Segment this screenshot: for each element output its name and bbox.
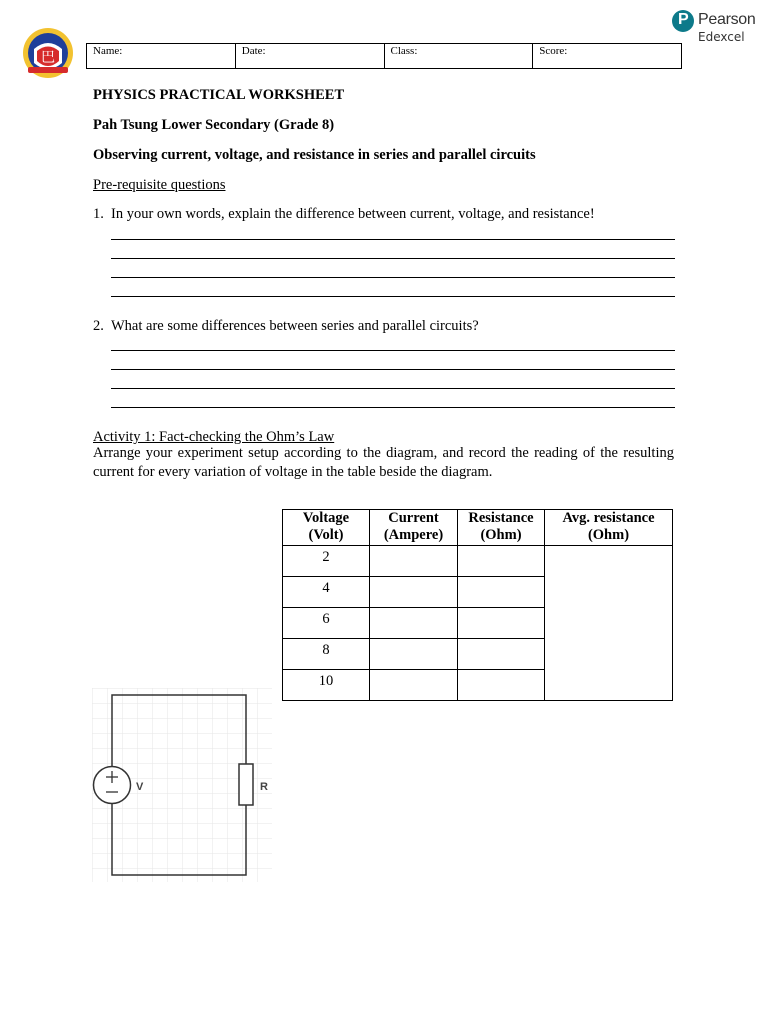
- answer-line[interactable]: [111, 350, 675, 351]
- topic-title: Observing current, voltage, and resistance in series and parallel circuits: [93, 147, 536, 163]
- answer-line[interactable]: [111, 258, 675, 259]
- name-field[interactable]: Name:: [87, 44, 236, 68]
- voltage-source-icon: [94, 767, 131, 804]
- current-cell[interactable]: [370, 670, 458, 701]
- current-header: Current (Ampere): [370, 510, 458, 546]
- school-title: Pah Tsung Lower Secondary (Grade 8): [93, 117, 335, 133]
- avg-resistance-header: Avg. resistance (Ohm): [545, 510, 673, 546]
- results-table: [282, 509, 673, 701]
- question-1-number: 1.: [93, 206, 104, 222]
- date-field[interactable]: Date:: [236, 44, 385, 68]
- current-cell[interactable]: [370, 577, 458, 608]
- circuit-diagram: [92, 688, 272, 882]
- voltage-cell: 2: [283, 546, 370, 577]
- answer-line[interactable]: [111, 277, 675, 278]
- current-cell[interactable]: [370, 546, 458, 577]
- resistance-cell[interactable]: [458, 608, 545, 639]
- table-row: [283, 546, 673, 577]
- worksheet-title: PHYSICS PRACTICAL WORKSHEET: [93, 87, 345, 103]
- prereq-heading: Pre-requisite questions: [93, 177, 226, 193]
- question-2-number: 2.: [93, 318, 104, 334]
- voltage-header: Voltage (Volt): [283, 510, 370, 546]
- voltage-cell: 4: [283, 577, 370, 608]
- activity-description: Arrange your experiment setup according to the diagram, and record the reading of the resulting current for every variation of voltage in the table beside the diagram.: [93, 445, 674, 480]
- resistance-cell[interactable]: [458, 670, 545, 701]
- current-cell[interactable]: [370, 639, 458, 670]
- answer-line[interactable]: [111, 296, 675, 297]
- current-cell[interactable]: [370, 608, 458, 639]
- voltage-cell: 10: [283, 670, 370, 701]
- table-header-row: [283, 510, 673, 546]
- question-1-text: In your own words, explain the difference between current, voltage, and resistance!: [111, 206, 595, 222]
- pearson-logo: [672, 8, 762, 48]
- pearson-sub: Edexcel: [698, 30, 745, 44]
- answer-line[interactable]: [111, 407, 675, 408]
- avg-resistance-cell[interactable]: [545, 546, 673, 701]
- pearson-mark-icon: P: [672, 10, 694, 32]
- resistance-cell[interactable]: [458, 577, 545, 608]
- activity-heading: Activity 1: Fact-checking the Ohm’s Law: [93, 429, 335, 445]
- class-field[interactable]: Class:: [385, 44, 534, 68]
- source-label: V: [136, 781, 144, 793]
- score-field[interactable]: Score:: [539, 45, 568, 57]
- logo-character: 巴: [41, 50, 55, 66]
- pearson-brand: Pearson: [698, 11, 756, 28]
- answer-line[interactable]: [111, 239, 675, 240]
- school-logo: [22, 27, 74, 79]
- question-2-text: What are some differences between series and parallel circuits?: [111, 318, 479, 334]
- resistance-cell[interactable]: [458, 639, 545, 670]
- voltage-cell: 6: [283, 608, 370, 639]
- resistance-header: Resistance (Ohm): [458, 510, 545, 546]
- header-fields: [86, 43, 682, 69]
- resistance-cell[interactable]: [458, 546, 545, 577]
- answer-line[interactable]: [111, 388, 675, 389]
- resistor-label: R: [260, 781, 268, 793]
- answer-line[interactable]: [111, 369, 675, 370]
- voltage-cell: 8: [283, 639, 370, 670]
- resistor-icon: [239, 764, 253, 805]
